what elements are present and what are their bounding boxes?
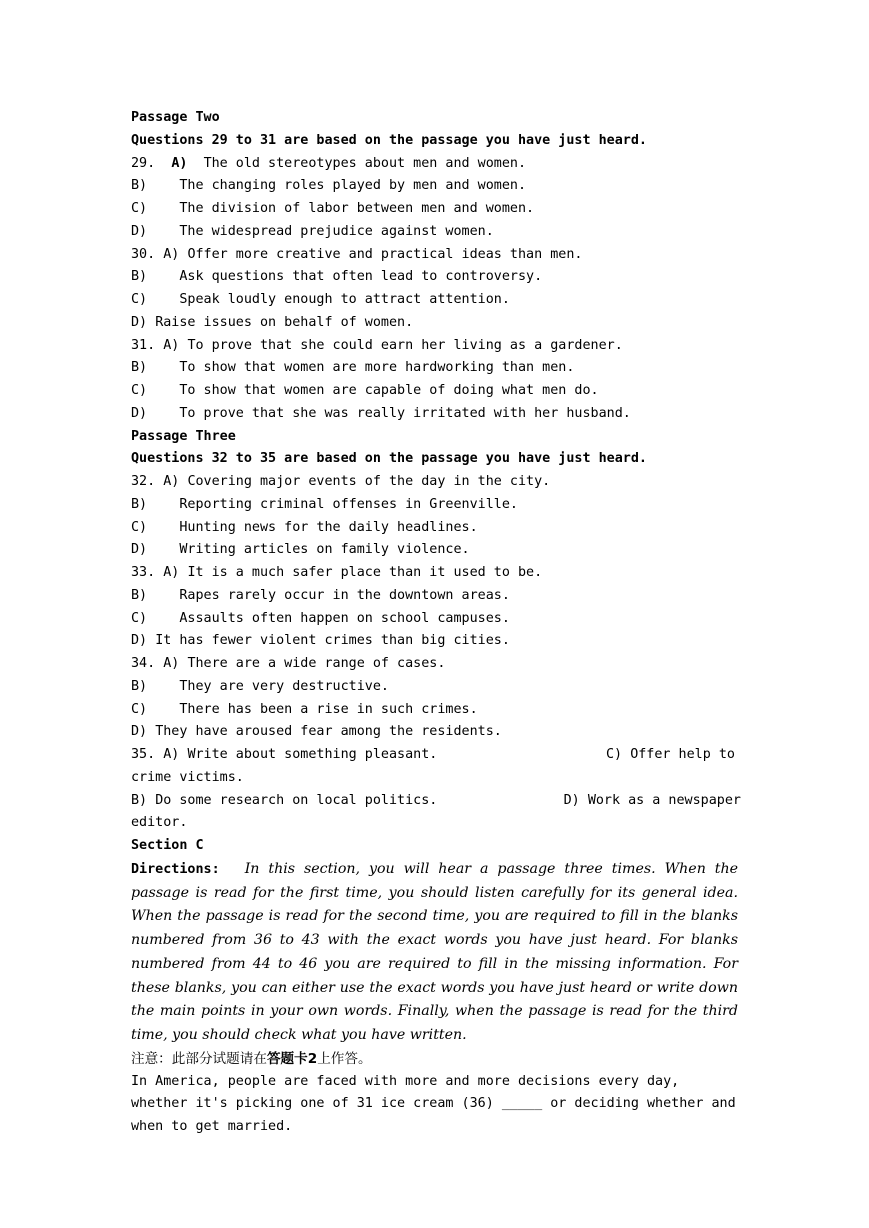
option-letter: D) (563, 792, 580, 808)
question-32-option-a (131, 471, 741, 494)
passage-two-title: Passage Two (131, 110, 220, 125)
option-text: Offer help to (630, 747, 735, 762)
note-bold: 答题卡2 (266, 1050, 318, 1067)
option-letter: B) (131, 496, 148, 512)
passage-two-intro: Questions 29 to 31 are based on the passage you have just heard. (131, 132, 647, 148)
question-32-option-d (131, 539, 741, 562)
option-letter: C) (131, 610, 148, 626)
option-text: The division of labor between men and women. (179, 201, 535, 216)
question-29-option-c (131, 198, 741, 221)
question-35-option-d (564, 790, 741, 813)
option-letter: C) (131, 701, 148, 717)
question-35-option-b (131, 790, 564, 813)
option-text: To show that women are capable of doing what men do. (179, 383, 599, 398)
question-31-option-d (131, 403, 741, 426)
option-letter: A) (163, 337, 180, 353)
question-35-option-c (606, 744, 735, 767)
option-text: Work as a newspaper (587, 792, 741, 808)
option-letter: A) (163, 747, 180, 762)
option-letter: C) (131, 292, 148, 307)
option-letter: D) (131, 542, 148, 558)
option-text: The changing roles played by men and women. (179, 178, 527, 194)
note-suffix: 上作答。 (317, 1050, 372, 1067)
question-34-option-c (131, 699, 741, 722)
option-letter: A) (163, 474, 180, 489)
option-letter: D) (131, 724, 148, 740)
option-text: It has fewer violent crimes than big cities. (155, 633, 510, 649)
option-text: Rapes rarely occur in the downtown areas. (179, 587, 510, 603)
question-29-option-d (131, 221, 741, 244)
option-text: Covering major events of the day in the city. (187, 474, 551, 489)
option-letter: B) (131, 178, 148, 194)
option-text: To prove that she could earn her living as a gardener. (187, 337, 623, 353)
directions-label: Directions: (131, 861, 220, 877)
option-text: Write about something pleasant. (187, 747, 438, 762)
question-number: 33. (131, 565, 156, 580)
option-text: To show that women are more hardworking than men. (179, 360, 575, 376)
question-30-option-a (131, 244, 741, 267)
option-letter: D) (131, 633, 148, 649)
option-letter: B) (131, 360, 148, 376)
question-number: 30. (131, 246, 156, 262)
question-30-option-d (131, 312, 741, 335)
option-letter: D) (131, 405, 148, 421)
question-33-option-a (131, 562, 741, 585)
option-letter: B) (131, 587, 148, 603)
option-text: Offer more creative and practical ideas than men. (187, 246, 583, 262)
question-33-option-b (131, 585, 741, 608)
question-number: 35. (131, 747, 156, 762)
option-letter: A) (163, 246, 180, 262)
question-31-option-a (131, 335, 741, 358)
question-30-option-b (131, 266, 741, 289)
option-text: Do some research on local politics. (155, 792, 438, 808)
passage-three-title: Passage Three (131, 428, 236, 444)
option-letter: D) (131, 223, 148, 239)
section-c-directions (131, 858, 738, 1048)
option-text: Reporting criminal offenses in Greenville. (179, 496, 518, 512)
option-letter: A) (163, 565, 180, 580)
question-35-row-1 (131, 744, 741, 767)
answer-sheet-note (131, 1048, 741, 1071)
question-number: 34. (131, 656, 156, 671)
question-34-option-d (131, 721, 741, 744)
option-text: The widespread prejudice against women. (179, 223, 494, 239)
question-35-option-c-continued: crime victims. (131, 769, 244, 785)
option-text: They have aroused fear among the residents. (155, 724, 502, 740)
directions-text: In this section, you will hear a passage three times. When the passage is read for the first time, you should listen carefully for its general idea. When the passage is read for the second time, you are required to fill in the blanks numbered from 36 to 43 with the exact words you have just heard. For blanks numbered from 44 to 46 you are required to fill in the missing information. For these blanks, you can either use the exact words you have just heard or write down the main points in your own words. Finally, when the passage is read for the third time, you should check what you have written. (131, 860, 739, 1043)
option-text: It is a much safer place than it used to be. (187, 565, 543, 580)
question-35-row-2 (131, 790, 741, 813)
option-letter: A) (163, 656, 180, 671)
option-text: The old stereotypes about men and women. (203, 155, 527, 171)
question-34-option-a (131, 653, 741, 676)
option-text: Raise issues on behalf of women. (155, 314, 414, 330)
section-c-title: Section C (131, 838, 204, 853)
exam-page (131, 107, 741, 1139)
option-letter: C) (606, 747, 623, 762)
question-29-option-a (131, 153, 741, 176)
option-text: Hunting news for the daily headlines. (179, 519, 478, 535)
question-32-option-b (131, 494, 741, 517)
option-letter: B) (131, 792, 148, 808)
question-33-option-d (131, 630, 741, 653)
passage-three-intro: Questions 32 to 35 are based on the passage you have just heard. (131, 451, 647, 467)
question-35-option-d-continued: editor. (131, 815, 188, 831)
question-31-option-c (131, 380, 741, 403)
question-29-option-b (131, 175, 741, 198)
option-letter: A) (171, 155, 188, 171)
option-text: Writing articles on family violence. (179, 542, 470, 558)
note-prefix: 注意：此部分试题请在 (131, 1050, 267, 1067)
question-31-option-b (131, 357, 741, 380)
option-text: There are a wide range of cases. (187, 656, 446, 671)
option-letter: C) (131, 519, 148, 535)
option-letter: C) (131, 383, 148, 398)
option-text: To prove that she was really irritated with her husband. (179, 405, 631, 421)
question-30-option-c (131, 289, 741, 312)
option-text: They are very destructive. (179, 678, 389, 694)
section-c-passage: In America, people are faced with more and more decisions every day, whether it's picking one of 31 ice cream (36) _____ or deciding whether and when to get married. (131, 1073, 736, 1134)
question-number: 32. (131, 474, 156, 489)
question-32-option-c (131, 517, 741, 540)
option-text: Ask questions that often lead to controversy. (179, 269, 543, 285)
question-34-option-b (131, 676, 741, 699)
option-letter: D) (131, 314, 148, 330)
question-35-option-a (131, 744, 606, 767)
option-letter: B) (131, 678, 148, 694)
option-text: Speak loudly enough to attract attention. (179, 292, 510, 307)
question-33-option-c (131, 608, 741, 631)
question-number: 31. (131, 337, 156, 353)
option-text: Assaults often happen on school campuses. (179, 610, 510, 626)
option-text: There has been a rise in such crimes. (179, 701, 478, 717)
option-letter: B) (131, 269, 148, 285)
question-number: 29. (131, 155, 156, 171)
option-letter: C) (131, 201, 148, 216)
